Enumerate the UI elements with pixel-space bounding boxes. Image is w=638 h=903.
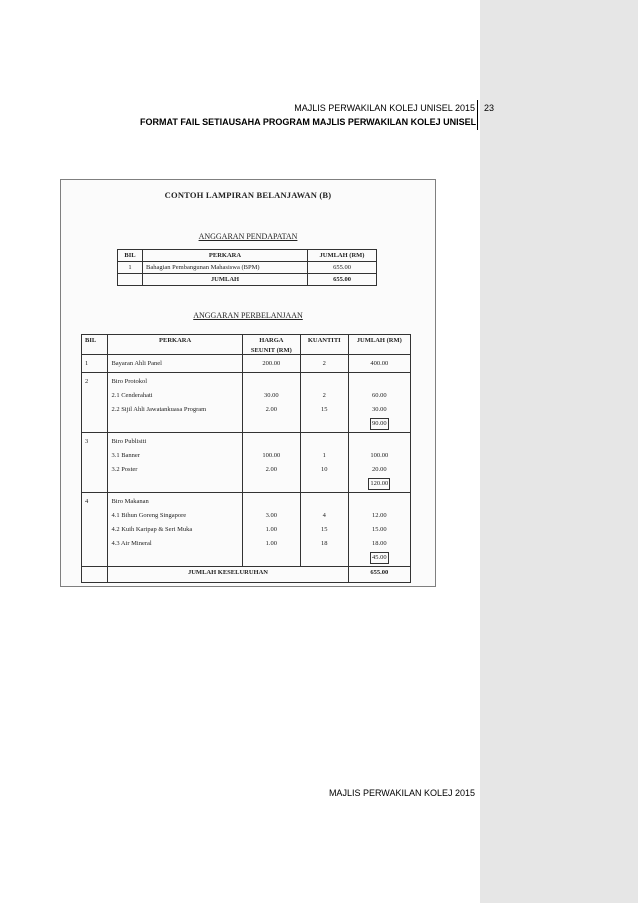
expense-perkara: 2.1 Cenderahati <box>111 392 153 399</box>
expense-bil: 3 <box>85 438 89 445</box>
income-total-label: JUMLAH <box>143 274 308 286</box>
table-row <box>82 355 411 373</box>
expense-grand-total-blank <box>82 567 108 583</box>
expense-bil: 1 <box>85 360 89 367</box>
expense-kuantiti: 10 <box>321 466 328 473</box>
expense-grand-total-label: JUMLAH KESELURUHAN <box>108 567 348 583</box>
income-table <box>117 249 377 286</box>
expense-bil-cell <box>82 355 108 373</box>
header-divider <box>477 100 478 130</box>
expense-harga <box>246 375 297 389</box>
expense-perkara: 3.1 Banner <box>111 452 140 459</box>
expense-perkara: 4.2 Kuih Karipap & Seri Muka <box>111 526 193 533</box>
expense-kuantiti-cell <box>300 355 348 373</box>
expense-harga: 3.00 <box>265 512 278 519</box>
table-row <box>118 262 377 274</box>
expense-jumlah: 30.00 <box>371 406 387 413</box>
income-total-value: 655.00 <box>308 274 377 286</box>
expense-kuantiti <box>304 375 345 389</box>
expense-kuantiti-cell <box>300 433 348 493</box>
expense-bil: 2 <box>85 378 89 385</box>
expense-jumlah: 12.00 <box>371 512 387 519</box>
expense-table <box>81 334 411 583</box>
footer-text: MAJLIS PERWAKILAN KOLEJ 2015 <box>328 788 475 798</box>
income-header-perkara: PERKARA <box>143 250 308 262</box>
expense-bil-cell <box>82 493 108 567</box>
expense-jumlah-cell <box>348 355 410 373</box>
expense-harga <box>246 435 297 449</box>
expense-bil: 4 <box>85 498 89 505</box>
expense-perkara-cell <box>108 493 242 567</box>
expense-header-perkara: PERKARA <box>108 335 242 355</box>
expense-bil-cell <box>82 373 108 433</box>
expense-perkara: Bayaran Ahli Panel <box>111 360 162 367</box>
expense-header-kuantiti: KUANTITI <box>300 335 348 355</box>
expense-harga: 1.00 <box>265 540 278 547</box>
expense-jumlah: 60.00 <box>371 392 387 399</box>
income-row-perkara: Bahagian Pembangunan Mahasiswa (BPM) <box>143 262 308 274</box>
expense-perkara: 3.2 Poster <box>111 466 138 473</box>
expense-kuantiti-cell <box>300 493 348 567</box>
expense-harga: 200.00 <box>262 360 281 367</box>
expense-header-harga <box>242 335 300 355</box>
expense-perkara: 4.3 Air Mineral <box>111 540 152 547</box>
expense-harga: 2.00 <box>265 466 278 473</box>
expense-kuantiti <box>304 495 345 509</box>
income-total-row <box>118 274 377 286</box>
expense-perkara: 2.2 Sijil Ahli Jawatankuasa Program <box>111 406 207 413</box>
expense-harga: 100.00 <box>262 452 281 459</box>
budget-attachment-image <box>60 179 436 587</box>
expense-perkara-cell <box>108 373 242 433</box>
expense-harga-cell <box>242 493 300 567</box>
expense-jumlah-cell <box>348 373 410 433</box>
expense-kuantiti: 1 <box>322 452 326 459</box>
page-number: 23 <box>484 103 495 113</box>
expense-kuantiti: 18 <box>321 540 328 547</box>
expense-harga: 1.00 <box>265 526 278 533</box>
expense-subtotal: 90.00 <box>370 418 389 430</box>
income-row-bil: 1 <box>118 262 143 274</box>
expense-grand-total-row <box>82 567 411 583</box>
expense-kuantiti: 15 <box>321 406 328 413</box>
income-total-blank <box>118 274 143 286</box>
expense-harga-cell <box>242 373 300 433</box>
income-header-jumlah: JUMLAH (RM) <box>308 250 377 262</box>
expense-header-bil: BIL <box>82 335 108 355</box>
expense-subtotal: 45.00 <box>370 552 389 564</box>
income-header-bil: BIL <box>118 250 143 262</box>
document-title: CONTOH LAMPIRAN BELANJAWAN (B) <box>164 190 332 200</box>
expense-header-harga-line1: HARGA <box>259 337 284 344</box>
expense-harga: 2.00 <box>265 406 278 413</box>
table-row <box>82 433 411 493</box>
expense-header-jumlah: JUMLAH (RM) <box>348 335 410 355</box>
table-row <box>82 493 411 567</box>
expense-perkara: 4.1 Bihun Goreng Singapore <box>111 512 187 519</box>
expense-perkara-cell <box>108 355 242 373</box>
expense-kuantiti: 2 <box>322 360 326 367</box>
income-row-jumlah: 655.00 <box>308 262 377 274</box>
expense-perkara-cell <box>108 433 242 493</box>
comment-pane <box>480 0 638 903</box>
expense-jumlah <box>352 375 407 389</box>
expense-jumlah: 100.00 <box>370 452 389 459</box>
expense-jumlah: 18.00 <box>371 540 387 547</box>
expense-header-row <box>82 335 411 355</box>
expense-perkara: Biro Publisiti <box>111 438 147 445</box>
income-section-title: ANGGARAN PENDAPATAN <box>198 232 298 241</box>
expense-jumlah-cell <box>348 493 410 567</box>
expense-jumlah: 15.00 <box>371 526 387 533</box>
expense-subtotal: 120.00 <box>368 478 390 490</box>
expense-header-harga-line2: SEUNIT (RM) <box>250 347 292 354</box>
expense-kuantiti <box>304 435 345 449</box>
expense-jumlah: 20.00 <box>371 466 387 473</box>
expense-perkara: Biro Protokol <box>111 378 148 385</box>
expense-bil-cell <box>82 433 108 493</box>
expense-jumlah: 400.00 <box>370 360 389 367</box>
expense-jumlah <box>352 435 407 449</box>
expense-harga: 30.00 <box>264 392 279 399</box>
expense-perkara: Biro Makanan <box>111 498 149 505</box>
expense-jumlah <box>352 495 407 509</box>
expense-harga-cell <box>242 355 300 373</box>
header-line-2: FORMAT FAIL SETIAUSAHA PROGRAM MAJLIS PERWAKILAN KOLEJ UNISEL <box>140 117 477 127</box>
expense-kuantiti: 15 <box>321 526 328 533</box>
expense-kuantiti-cell <box>300 373 348 433</box>
expense-jumlah-cell <box>348 433 410 493</box>
header-line-1: MAJLIS PERWAKILAN KOLEJ UNISEL 2015 <box>294 103 475 113</box>
table-row <box>82 373 411 433</box>
expense-harga-cell <box>242 433 300 493</box>
expense-body <box>82 355 411 567</box>
expense-harga <box>246 495 297 509</box>
expense-kuantiti: 2 <box>322 392 326 399</box>
expense-grand-total-value: 655.00 <box>348 567 410 583</box>
income-header-row <box>118 250 377 262</box>
expense-section-title: ANGGARAN PERBELANJAAN <box>193 311 303 320</box>
expense-kuantiti: 4 <box>322 512 326 519</box>
